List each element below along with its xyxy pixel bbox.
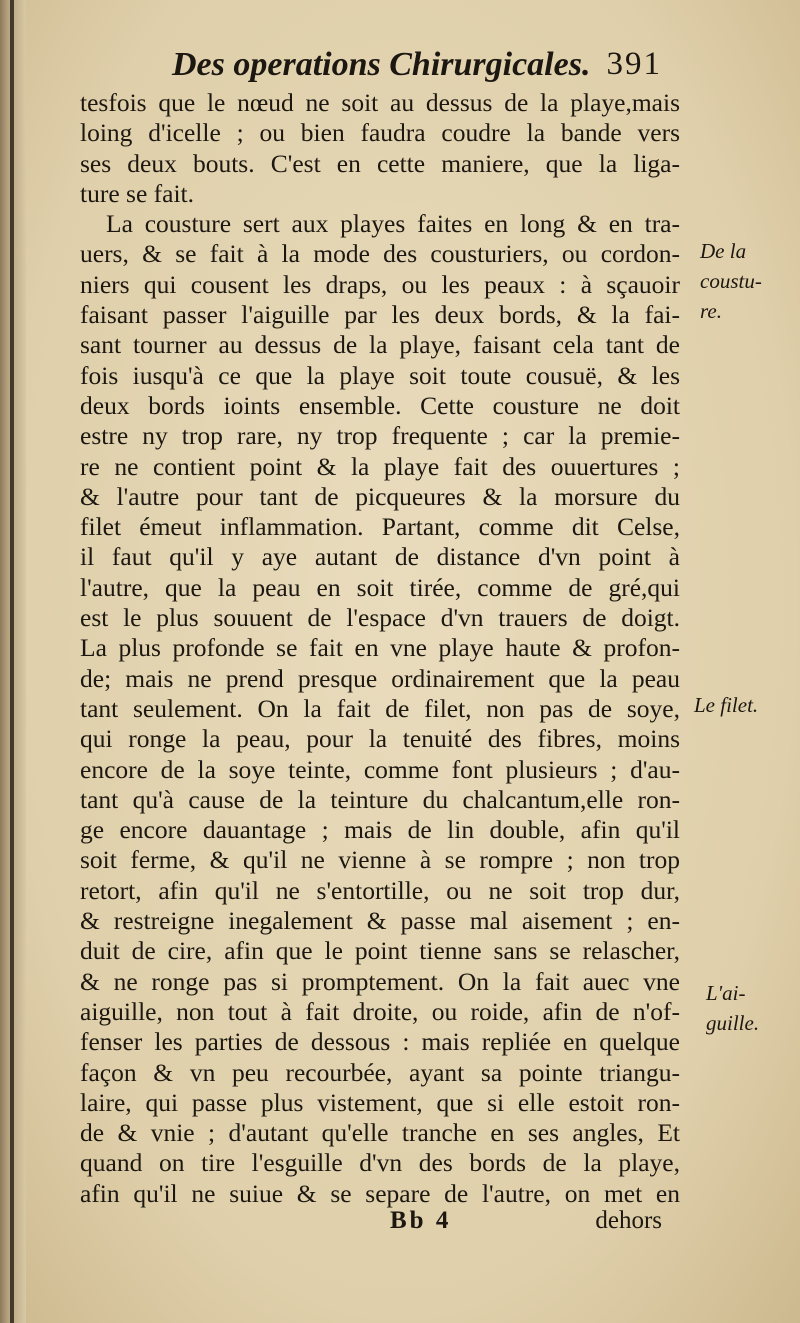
text-line: afin qu'il ne suiue & se separe de l'autre, on met en [80, 1178, 680, 1208]
margin-note-line: L'ai- [706, 981, 746, 1005]
text-line: aiguille, non tout à fait droite, ou roide, afin de n'of- [80, 996, 680, 1026]
text-line: loing d'icelle ; ou bien faudra coudre la bande vers [80, 118, 680, 148]
page-number: 391 [606, 46, 662, 82]
text-line: filet émeut inflammation. Partant, comme dit Celse, [80, 512, 680, 542]
text-line: niers qui cousent les draps, ou les peaux : à sçauoir [80, 269, 680, 299]
catchword: dehors [595, 1207, 662, 1234]
signature-mark: Bb 4 [390, 1207, 452, 1234]
text-line: façon & vn peu recourbée, ayant sa pointe triangu- [80, 1057, 680, 1087]
text-line: fenser les parties de dessous : mais repliée en quelque [80, 1027, 680, 1057]
margin-note-line: coustu- [700, 269, 762, 293]
text-line: deux bords ioints ensemble. Cette cousture ne doit [80, 390, 680, 420]
text-line: ses deux bouts. C'est en cette maniere, que la liga- [80, 148, 680, 178]
margin-note-line: re. [700, 299, 722, 323]
margin-note-aiguille [706, 978, 759, 1038]
page-header [172, 46, 662, 90]
text-line: La cousture sert aux playes faites en long & en tra- [106, 209, 680, 239]
text-line: quand on tire l'esguille d'vn des bords de la playe, [80, 1148, 680, 1178]
text-line: sant tourner au dessus de la playe, faisant cela tant de [80, 330, 680, 360]
text-line: estre ny trop rare, ny trop frequente ; car la premie- [80, 421, 680, 451]
text-line: fois iusqu'à ce que la playe soit toute cousuë, & les [80, 360, 680, 390]
text-line: & l'autre pour tant de picqueures & la morsure du [80, 481, 680, 511]
page-footer [80, 1207, 680, 1239]
margin-note-filet [694, 690, 758, 720]
main-text-block [80, 88, 680, 1209]
text-line: La plus profonde se fait en vne playe haute & profon- [80, 633, 680, 663]
text-line: retort, afin qu'il ne s'entortille, ou ne soit trop dur, [80, 875, 680, 905]
page-gutter [0, 0, 26, 1323]
text-line: encore de la soye teinte, comme font plusieurs ; d'au- [80, 754, 680, 784]
text-line: de & vnie ; d'autant qu'elle tranche en ses angles, Et [80, 1118, 680, 1148]
binding-edge [10, 0, 14, 1323]
text-line: duit de cire, afin que le point tienne sans se relascher, [80, 936, 680, 966]
margin-note-line: Le filet. [694, 693, 759, 717]
text-line: tesfois que le nœud ne soit au dessus de la playe,mais [80, 88, 680, 117]
text-line: faisant passer l'aiguille par les deux bords, & la fai- [80, 300, 680, 330]
text-line: & restreigne inegalement & passe mal aisement ; en- [80, 906, 680, 936]
margin-note-cousture [700, 236, 762, 326]
text-line: ge encore dauantage ; mais de lin double, afin qu'il [80, 815, 680, 845]
text-line: qui ronge la peau, pour la tenuité des fibres, moins [80, 724, 680, 754]
text-line: & ne ronge pas si promptement. On la fait auec vne [80, 966, 680, 996]
text-line: tant qu'à cause de la teinture du chalcantum,elle ron- [80, 784, 680, 814]
text-line: l'autre, que la peau en soit tirée, comme de gré,qui [80, 572, 680, 602]
text-line: tant seulement. On la fait de filet, non pas de soye, [80, 693, 680, 723]
running-title: Des operations Chirurgicales. [172, 46, 591, 83]
text-line: soit ferme, & qu'il ne vienne à se rompre ; non trop [80, 845, 680, 875]
text-line: re ne contient point & la playe fait des ouuertures ; [80, 451, 680, 481]
text-line: est le plus souuent de l'espace d'vn trauers de doigt. [80, 603, 680, 633]
margin-note-line: De la [700, 239, 747, 263]
margin-note-line: guille. [706, 1011, 760, 1035]
text-line: uers, & se fait à la mode des cousturiers, ou cordon- [80, 239, 680, 269]
text-line: de; mais ne prend presque ordinairement que la peau [80, 663, 680, 693]
text-line: laire, qui passe plus vistement, que si elle estoit ron- [80, 1087, 680, 1117]
text-line: ture se fait. [80, 178, 194, 208]
text-line: il faut qu'il y aye autant de distance d'vn point à [80, 542, 680, 572]
